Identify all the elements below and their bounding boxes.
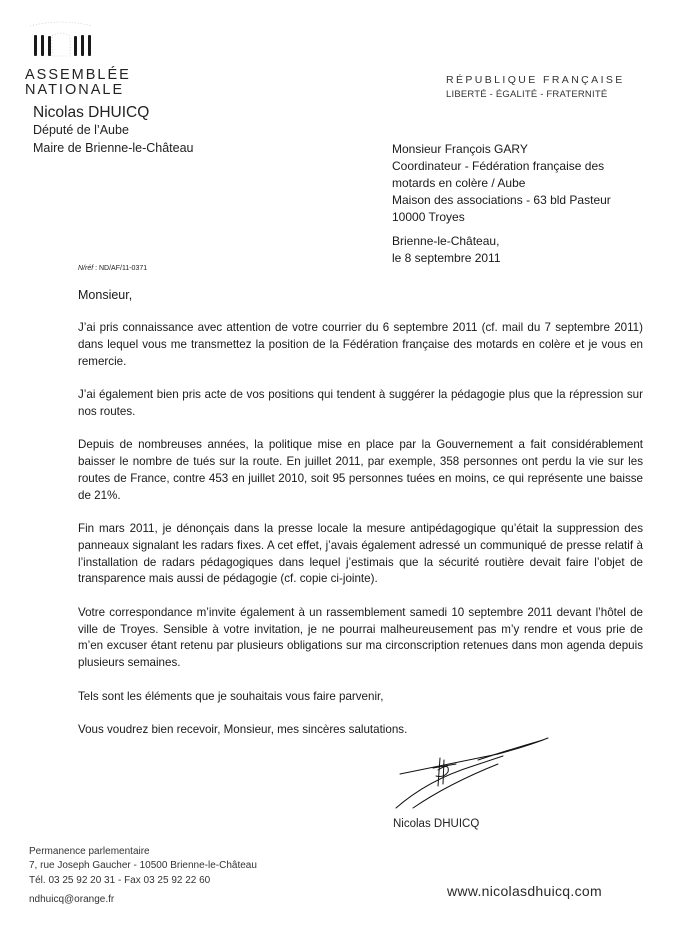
closing-formula: Vous voudrez bien recevoir, Monsieur, mes sincères salutations. xyxy=(78,722,408,736)
salutation: Monsieur, xyxy=(78,288,133,302)
recipient-city: 10000 Troyes xyxy=(392,210,465,224)
letter-place: Brienne-le-Château, xyxy=(392,234,500,248)
footer-address: 7, rue Joseph Gaucher - 10500 Brienne-le-Château xyxy=(29,860,257,872)
body-paragraph-3: Depuis de nombreuses années, la politique mise en place par la Gouvernement a fait considérablement baisser le nombre de tués sur la route. En juillet 2011, par exemple, 358 personnes ont perdu la vie sur les routes de France, contre 453 en juillet 2010, soit 95 personnes tuées en moins, ce qui représente une baisse de 21%. xyxy=(78,438,643,502)
recipient-name: Monsieur François GARY xyxy=(392,142,528,156)
footer-email-link[interactable]: ndhuicq@orange.fr xyxy=(29,894,115,906)
institution-name xyxy=(25,68,131,98)
letter-date: le 8 septembre 2011 xyxy=(392,251,501,265)
body-paragraph-1: J’ai pris connaissance avec attention de votre courrier du 6 septembre 2011 (cf. mail du 7 septembre 2011) dans lequel vous me transmettez la position de la Fédération française des motards en colère et je vous en remercie. xyxy=(78,321,643,368)
reference-value: : ND/AF/11-0371 xyxy=(93,265,148,272)
republic-heading: RÉPUBLIQUE FRANÇAISE xyxy=(446,74,625,86)
recipient-role-cont: motards en colère / Aube xyxy=(392,176,526,190)
footer-contact xyxy=(29,845,257,908)
sender-title-mayor: Maire de Brienne-le-Château xyxy=(33,141,194,155)
place-date xyxy=(392,233,501,267)
sender-title-deputy: Député de l’Aube xyxy=(33,123,129,137)
republic-motto: LIBERTÉ - ÉGALITÉ - FRATERNITÉ xyxy=(446,89,608,100)
reference-number xyxy=(78,265,147,272)
handwritten-signature-icon xyxy=(378,728,563,812)
website-link[interactable]: www.nicolasdhuicq.com xyxy=(447,883,602,899)
recipient-address xyxy=(392,141,611,226)
recipient-role: Coordinateur - Fédération française des xyxy=(392,159,605,173)
institution-line-2: NATIONALE xyxy=(25,82,125,98)
letter-body xyxy=(78,320,643,755)
footer-office: Permanence parlementaire xyxy=(29,846,150,857)
reference-label: N/réf xyxy=(78,265,94,272)
footer-phone: Tél. 03 25 92 20 31 - Fax 03 25 92 22 60 xyxy=(29,874,211,886)
body-paragraph-6: Tels sont les éléments que je souhaitais vous faire parvenir, xyxy=(78,689,384,703)
recipient-street: Maison des associations - 63 bld Pasteur xyxy=(392,193,611,207)
body-paragraph-5: Votre correspondance m’invite également à un rassemblement samedi 10 septembre 2011 devant l’hôtel de ville de Troyes. Sensible à votre invitation, je ne pourrai malheureusement pas m’y rendre et vous prie de m’en excuser étant retenu par plusieurs obligations sur ma circonscription retenues dans mon agenda depuis plusieurs semaines. xyxy=(78,605,643,670)
assemblee-nationale-emblem-icon xyxy=(26,16,96,60)
institution-line-1: ASSEMBLÉE xyxy=(25,67,131,83)
body-paragraph-4: Fin mars 2011, je dénonçais dans la presse locale la mesure antipédagogique qu’était la suppression des panneaux signalant les radars fixes. A cet effet, j’avais également adressé un communiqué de presse relatif à l’installation de radars pédagogiques dans lequel j’estimais que la sécurité routière devait faire l’objet de transparence mais aussi de pédagogie (cf. copie ci-jointe). xyxy=(78,521,643,586)
body-paragraph-2: J’ai également bien pris acte de vos positions qui tendent à suggérer la pédagogie plus que la répression sur nos routes. xyxy=(78,387,643,418)
signer-name: Nicolas DHUICQ xyxy=(393,818,480,830)
sender-name: Nicolas DHUICQ xyxy=(33,104,150,121)
